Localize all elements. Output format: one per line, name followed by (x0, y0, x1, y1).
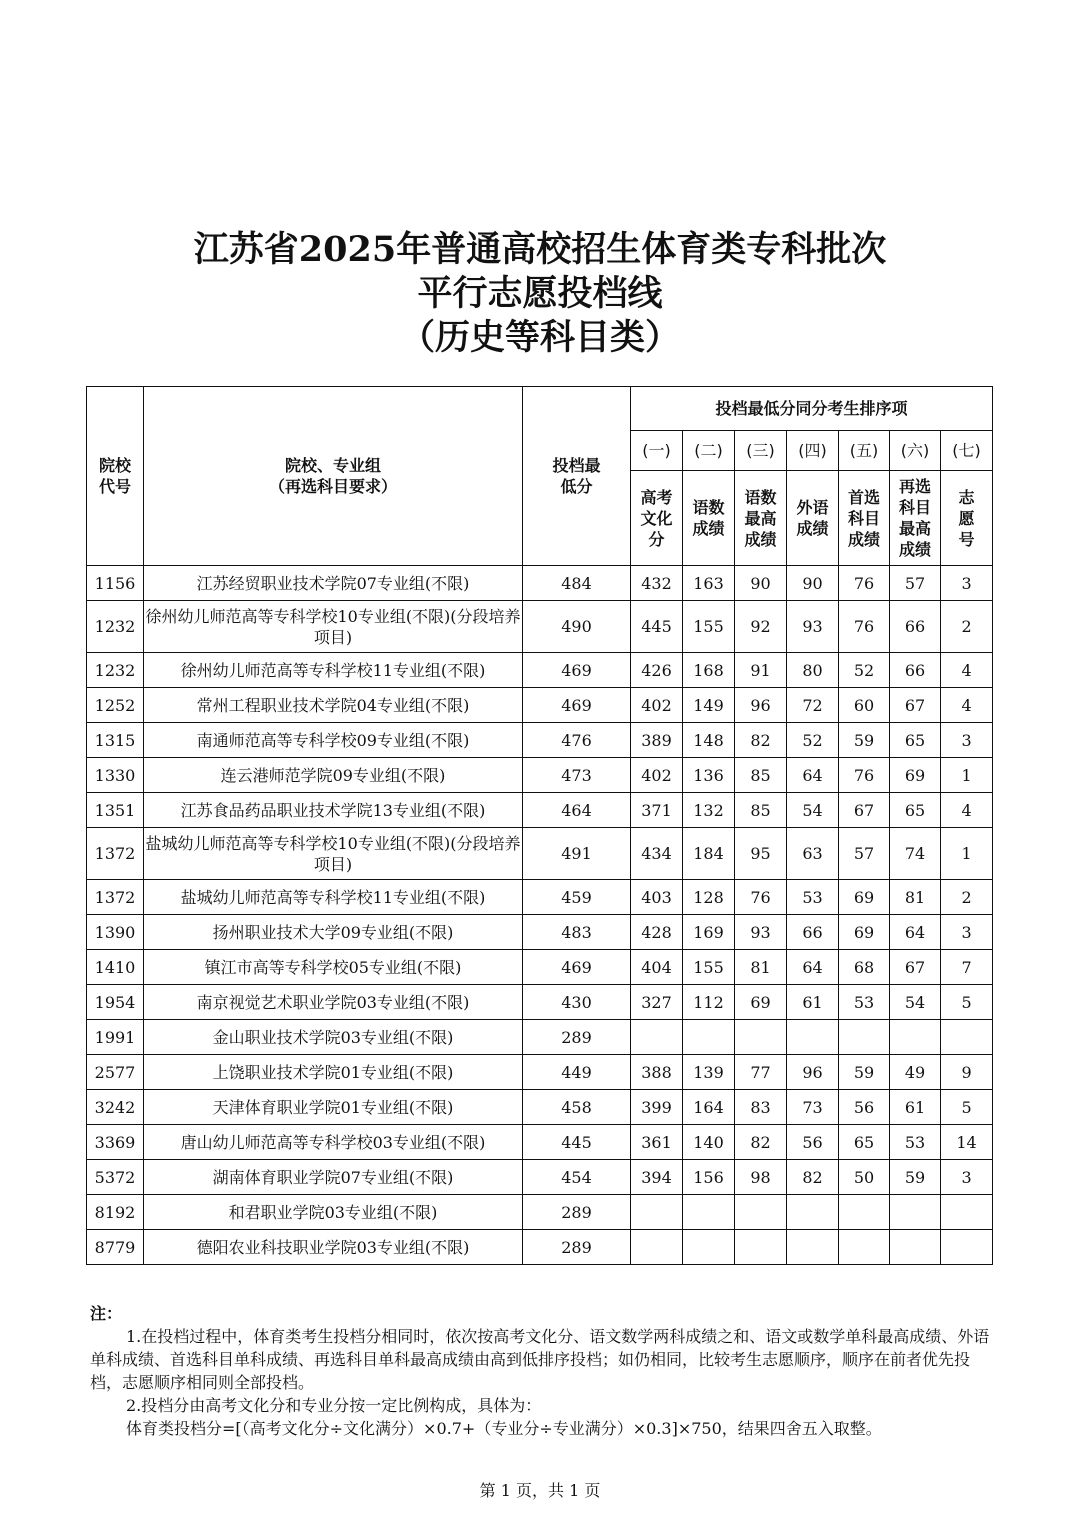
table-row (87, 985, 993, 1020)
tiebreak-value: 93 (735, 915, 787, 950)
tiebreak-value: 399 (631, 1090, 683, 1125)
tiebreak-value: 85 (735, 758, 787, 793)
min-score: 476 (523, 723, 631, 758)
header-tiebreak-label: 首选科目成绩 (839, 471, 890, 566)
min-score: 491 (523, 828, 631, 880)
tiebreak-value (941, 1020, 993, 1055)
school-code: 1330 (87, 758, 144, 793)
tiebreak-value: 60 (839, 688, 890, 723)
school-code: 1232 (87, 653, 144, 688)
tiebreak-value: 4 (941, 653, 993, 688)
tiebreak-value: 82 (735, 1125, 787, 1160)
header-tiebreak-label: 语数成绩 (683, 471, 735, 566)
tiebreak-value: 64 (787, 758, 839, 793)
min-score: 469 (523, 653, 631, 688)
tiebreak-value (941, 1195, 993, 1230)
tiebreak-value: 403 (631, 880, 683, 915)
tiebreak-value: 65 (890, 723, 941, 758)
tiebreak-value (631, 1195, 683, 1230)
tiebreak-value: 404 (631, 950, 683, 985)
min-score: 289 (523, 1230, 631, 1265)
tiebreak-value (890, 1195, 941, 1230)
table-row (87, 1090, 993, 1125)
table-row (87, 950, 993, 985)
table-row (87, 1125, 993, 1160)
table-row (87, 793, 993, 828)
header-name: 院校、专业组 （再选科目要求） (144, 387, 523, 566)
table-row (87, 758, 993, 793)
tiebreak-value: 96 (735, 688, 787, 723)
tiebreak-value: 73 (787, 1090, 839, 1125)
tiebreak-value: 139 (683, 1055, 735, 1090)
note-1: 1.在投档过程中，体育类考生投档分相同时，依次按高考文化分、语文数学两科成绩之和、语文或数学单科最高成绩、外语单科成绩、首选科目单科成绩、再选科目单科最高成绩由高到低排序投档；如仍相同，比较考生志愿顺序，顺序在前者优先投档，志愿顺序相同则全部投档。 (90, 1327, 990, 1392)
tiebreak-value (941, 1230, 993, 1265)
tiebreak-value: 59 (839, 1055, 890, 1090)
tiebreak-value: 149 (683, 688, 735, 723)
tiebreak-value: 155 (683, 601, 735, 653)
table-row (87, 688, 993, 723)
min-score: 459 (523, 880, 631, 915)
school-code: 1351 (87, 793, 144, 828)
tiebreak-value: 67 (839, 793, 890, 828)
tiebreak-value: 72 (787, 688, 839, 723)
header-tiebreak-num: (六) (890, 431, 941, 471)
tiebreak-value: 52 (839, 653, 890, 688)
school-code: 1372 (87, 880, 144, 915)
tiebreak-value: 61 (890, 1090, 941, 1125)
tiebreak-value: 98 (735, 1160, 787, 1195)
header-tiebreak-group: 投档最低分同分考生排序项 (631, 387, 993, 431)
school-code: 8779 (87, 1230, 144, 1265)
min-score: 289 (523, 1020, 631, 1055)
tiebreak-value: 136 (683, 758, 735, 793)
tiebreak-value: 155 (683, 950, 735, 985)
tiebreak-value: 76 (839, 566, 890, 601)
school-code: 8192 (87, 1195, 144, 1230)
table-row (87, 1020, 993, 1055)
header-tiebreak-num: (七) (941, 431, 993, 471)
table-row (87, 1055, 993, 1090)
tiebreak-value: 14 (941, 1125, 993, 1160)
tiebreak-value: 93 (787, 601, 839, 653)
tiebreak-value: 361 (631, 1125, 683, 1160)
tiebreak-value: 59 (890, 1160, 941, 1195)
tiebreak-value: 112 (683, 985, 735, 1020)
header-code: 院校代号 (87, 387, 144, 566)
tiebreak-value (787, 1195, 839, 1230)
min-score: 454 (523, 1160, 631, 1195)
header-tiebreak-num: (二) (683, 431, 735, 471)
tiebreak-value: 394 (631, 1160, 683, 1195)
page-footer: 第 1 页，共 1 页 (479, 1481, 601, 1500)
notes-section (90, 1302, 992, 1440)
notes-label: 注： (90, 1304, 123, 1323)
tiebreak-value (683, 1020, 735, 1055)
min-score: 464 (523, 793, 631, 828)
school-group-name: 镇江市高等专科学校05专业组(不限) (144, 950, 523, 985)
school-code: 3369 (87, 1125, 144, 1160)
table-row (87, 601, 993, 653)
school-code: 1315 (87, 723, 144, 758)
tiebreak-value: 9 (941, 1055, 993, 1090)
tiebreak-value: 66 (890, 601, 941, 653)
header-tiebreak-num: (四) (787, 431, 839, 471)
tiebreak-value: 65 (839, 1125, 890, 1160)
tiebreak-value: 52 (787, 723, 839, 758)
tiebreak-value: 69 (735, 985, 787, 1020)
table-row (87, 1160, 993, 1195)
header-tiebreak-num: (一) (631, 431, 683, 471)
document-title (0, 228, 1080, 360)
tiebreak-value: 2 (941, 880, 993, 915)
table-row (87, 566, 993, 601)
school-group-name: 徐州幼儿师范高等专科学校11专业组(不限) (144, 653, 523, 688)
min-score: 490 (523, 601, 631, 653)
tiebreak-value: 148 (683, 723, 735, 758)
note-2: 2.投档分由高考文化分和专业分按一定比例构成，具体为： (126, 1396, 542, 1415)
header-tiebreak-label: 志愿号 (941, 471, 993, 566)
tiebreak-value: 434 (631, 828, 683, 880)
tiebreak-value: 5 (941, 1090, 993, 1125)
school-code: 1252 (87, 688, 144, 723)
note-formula: 体育类投档分=[（高考文化分÷文化满分）×0.7+（专业分÷专业满分）×0.3]×750，结果四舍五入取整。 (126, 1419, 882, 1438)
tiebreak-value: 80 (787, 653, 839, 688)
table-row (87, 723, 993, 758)
tiebreak-value (735, 1195, 787, 1230)
tiebreak-value: 54 (890, 985, 941, 1020)
school-code: 1991 (87, 1020, 144, 1055)
tiebreak-value: 96 (787, 1055, 839, 1090)
tiebreak-value: 53 (839, 985, 890, 1020)
tiebreak-value: 132 (683, 793, 735, 828)
header-tiebreak-label: 高考文化分 (631, 471, 683, 566)
tiebreak-value: 428 (631, 915, 683, 950)
tiebreak-value (735, 1230, 787, 1265)
school-group-name: 唐山幼儿师范高等专科学校03专业组(不限) (144, 1125, 523, 1160)
min-score: 445 (523, 1125, 631, 1160)
tiebreak-value (890, 1020, 941, 1055)
tiebreak-value (735, 1020, 787, 1055)
school-group-name: 徐州幼儿师范高等专科学校10专业组(不限)(分段培养项目) (144, 601, 523, 653)
title-line-1: 江苏省2025年普通高校招生体育类专科批次 (193, 229, 887, 270)
tiebreak-value: 69 (890, 758, 941, 793)
school-group-name: 盐城幼儿师范高等专科学校11专业组(不限) (144, 880, 523, 915)
header-tiebreak-label: 语数最高成绩 (735, 471, 787, 566)
tiebreak-value: 64 (890, 915, 941, 950)
tiebreak-value: 388 (631, 1055, 683, 1090)
school-group-name: 盐城幼儿师范高等专科学校10专业组(不限)(分段培养项目) (144, 828, 523, 880)
school-group-name: 天津体育职业学院01专业组(不限) (144, 1090, 523, 1125)
tiebreak-value: 53 (890, 1125, 941, 1160)
tiebreak-value: 65 (890, 793, 941, 828)
min-score: 449 (523, 1055, 631, 1090)
tiebreak-value: 68 (839, 950, 890, 985)
tiebreak-value: 7 (941, 950, 993, 985)
school-code: 1232 (87, 601, 144, 653)
tiebreak-value: 4 (941, 688, 993, 723)
admission-score-table (86, 386, 993, 1265)
tiebreak-value: 76 (735, 880, 787, 915)
tiebreak-value: 67 (890, 950, 941, 985)
school-group-name: 连云港师范学院09专业组(不限) (144, 758, 523, 793)
tiebreak-value: 3 (941, 566, 993, 601)
tiebreak-value: 69 (839, 915, 890, 950)
min-score: 473 (523, 758, 631, 793)
tiebreak-value: 66 (787, 915, 839, 950)
tiebreak-value: 50 (839, 1160, 890, 1195)
tiebreak-value: 49 (890, 1055, 941, 1090)
school-group-name: 德阳农业科技职业学院03专业组(不限) (144, 1230, 523, 1265)
tiebreak-value: 432 (631, 566, 683, 601)
tiebreak-value: 83 (735, 1090, 787, 1125)
min-score: 484 (523, 566, 631, 601)
min-score: 483 (523, 915, 631, 950)
school-code: 1156 (87, 566, 144, 601)
tiebreak-value: 168 (683, 653, 735, 688)
tiebreak-value: 389 (631, 723, 683, 758)
tiebreak-value: 56 (839, 1090, 890, 1125)
table-row (87, 915, 993, 950)
tiebreak-value: 76 (839, 601, 890, 653)
tiebreak-value: 76 (839, 758, 890, 793)
header-min-score: 投档最低分 (523, 387, 631, 566)
tiebreak-value: 402 (631, 758, 683, 793)
school-group-name: 南京视觉艺术职业学院03专业组(不限) (144, 985, 523, 1020)
tiebreak-value: 64 (787, 950, 839, 985)
school-code: 2577 (87, 1055, 144, 1090)
school-group-name: 扬州职业技术大学09专业组(不限) (144, 915, 523, 950)
tiebreak-value: 81 (735, 950, 787, 985)
school-group-name: 江苏经贸职业技术学院07专业组(不限) (144, 566, 523, 601)
school-code: 3242 (87, 1090, 144, 1125)
tiebreak-value: 85 (735, 793, 787, 828)
school-code: 5372 (87, 1160, 144, 1195)
tiebreak-value: 327 (631, 985, 683, 1020)
school-code: 1410 (87, 950, 144, 985)
tiebreak-value: 163 (683, 566, 735, 601)
tiebreak-value: 426 (631, 653, 683, 688)
school-group-name: 上饶职业技术学院01专业组(不限) (144, 1055, 523, 1090)
tiebreak-value: 2 (941, 601, 993, 653)
tiebreak-value: 91 (735, 653, 787, 688)
tiebreak-value: 77 (735, 1055, 787, 1090)
tiebreak-value: 82 (735, 723, 787, 758)
table-row (87, 828, 993, 880)
school-group-name: 江苏食品药品职业技术学院13专业组(不限) (144, 793, 523, 828)
tiebreak-value: 169 (683, 915, 735, 950)
tiebreak-value (631, 1020, 683, 1055)
tiebreak-value: 5 (941, 985, 993, 1020)
tiebreak-value: 156 (683, 1160, 735, 1195)
school-group-name: 南通师范高等专科学校09专业组(不限) (144, 723, 523, 758)
school-code: 1390 (87, 915, 144, 950)
tiebreak-value (839, 1020, 890, 1055)
tiebreak-value: 445 (631, 601, 683, 653)
tiebreak-value: 54 (787, 793, 839, 828)
school-group-name: 金山职业技术学院03专业组(不限) (144, 1020, 523, 1055)
tiebreak-value: 53 (787, 880, 839, 915)
header-tiebreak-label: 外语成绩 (787, 471, 839, 566)
school-group-name: 常州工程职业技术学院04专业组(不限) (144, 688, 523, 723)
header-tiebreak-label: 再选科目最高成绩 (890, 471, 941, 566)
table-row (87, 653, 993, 688)
header-tiebreak-num: (三) (735, 431, 787, 471)
tiebreak-value: 67 (890, 688, 941, 723)
school-group-name: 和君职业学院03专业组(不限) (144, 1195, 523, 1230)
tiebreak-value: 57 (890, 566, 941, 601)
min-score: 289 (523, 1195, 631, 1230)
tiebreak-value: 3 (941, 1160, 993, 1195)
tiebreak-value (631, 1230, 683, 1265)
tiebreak-value: 63 (787, 828, 839, 880)
tiebreak-value: 3 (941, 915, 993, 950)
tiebreak-value: 164 (683, 1090, 735, 1125)
title-line-3: （历史等科目类） (399, 317, 680, 358)
tiebreak-value: 4 (941, 793, 993, 828)
tiebreak-value: 184 (683, 828, 735, 880)
tiebreak-value: 81 (890, 880, 941, 915)
tiebreak-value: 69 (839, 880, 890, 915)
tiebreak-value: 74 (890, 828, 941, 880)
tiebreak-value (839, 1230, 890, 1265)
tiebreak-value: 90 (787, 566, 839, 601)
table-row (87, 1195, 993, 1230)
min-score: 430 (523, 985, 631, 1020)
school-code: 1372 (87, 828, 144, 880)
min-score: 458 (523, 1090, 631, 1125)
min-score: 469 (523, 688, 631, 723)
tiebreak-value: 1 (941, 758, 993, 793)
tiebreak-value: 140 (683, 1125, 735, 1160)
tiebreak-value: 128 (683, 880, 735, 915)
min-score: 469 (523, 950, 631, 985)
tiebreak-value: 90 (735, 566, 787, 601)
tiebreak-value (787, 1230, 839, 1265)
school-code: 1954 (87, 985, 144, 1020)
tiebreak-value: 92 (735, 601, 787, 653)
tiebreak-value: 3 (941, 723, 993, 758)
school-group-name: 湖南体育职业学院07专业组(不限) (144, 1160, 523, 1195)
tiebreak-value: 95 (735, 828, 787, 880)
tiebreak-value (683, 1230, 735, 1265)
tiebreak-value: 371 (631, 793, 683, 828)
tiebreak-value (890, 1230, 941, 1265)
title-line-2: 平行志愿投档线 (417, 273, 663, 314)
header-tiebreak-num: (五) (839, 431, 890, 471)
tiebreak-value: 1 (941, 828, 993, 880)
tiebreak-value (787, 1020, 839, 1055)
table-row (87, 880, 993, 915)
tiebreak-value: 59 (839, 723, 890, 758)
tiebreak-value: 56 (787, 1125, 839, 1160)
tiebreak-value (839, 1195, 890, 1230)
tiebreak-value: 61 (787, 985, 839, 1020)
tiebreak-value: 66 (890, 653, 941, 688)
tiebreak-value (683, 1195, 735, 1230)
tiebreak-value: 57 (839, 828, 890, 880)
tiebreak-value: 82 (787, 1160, 839, 1195)
tiebreak-value: 402 (631, 688, 683, 723)
table-row (87, 1230, 993, 1265)
